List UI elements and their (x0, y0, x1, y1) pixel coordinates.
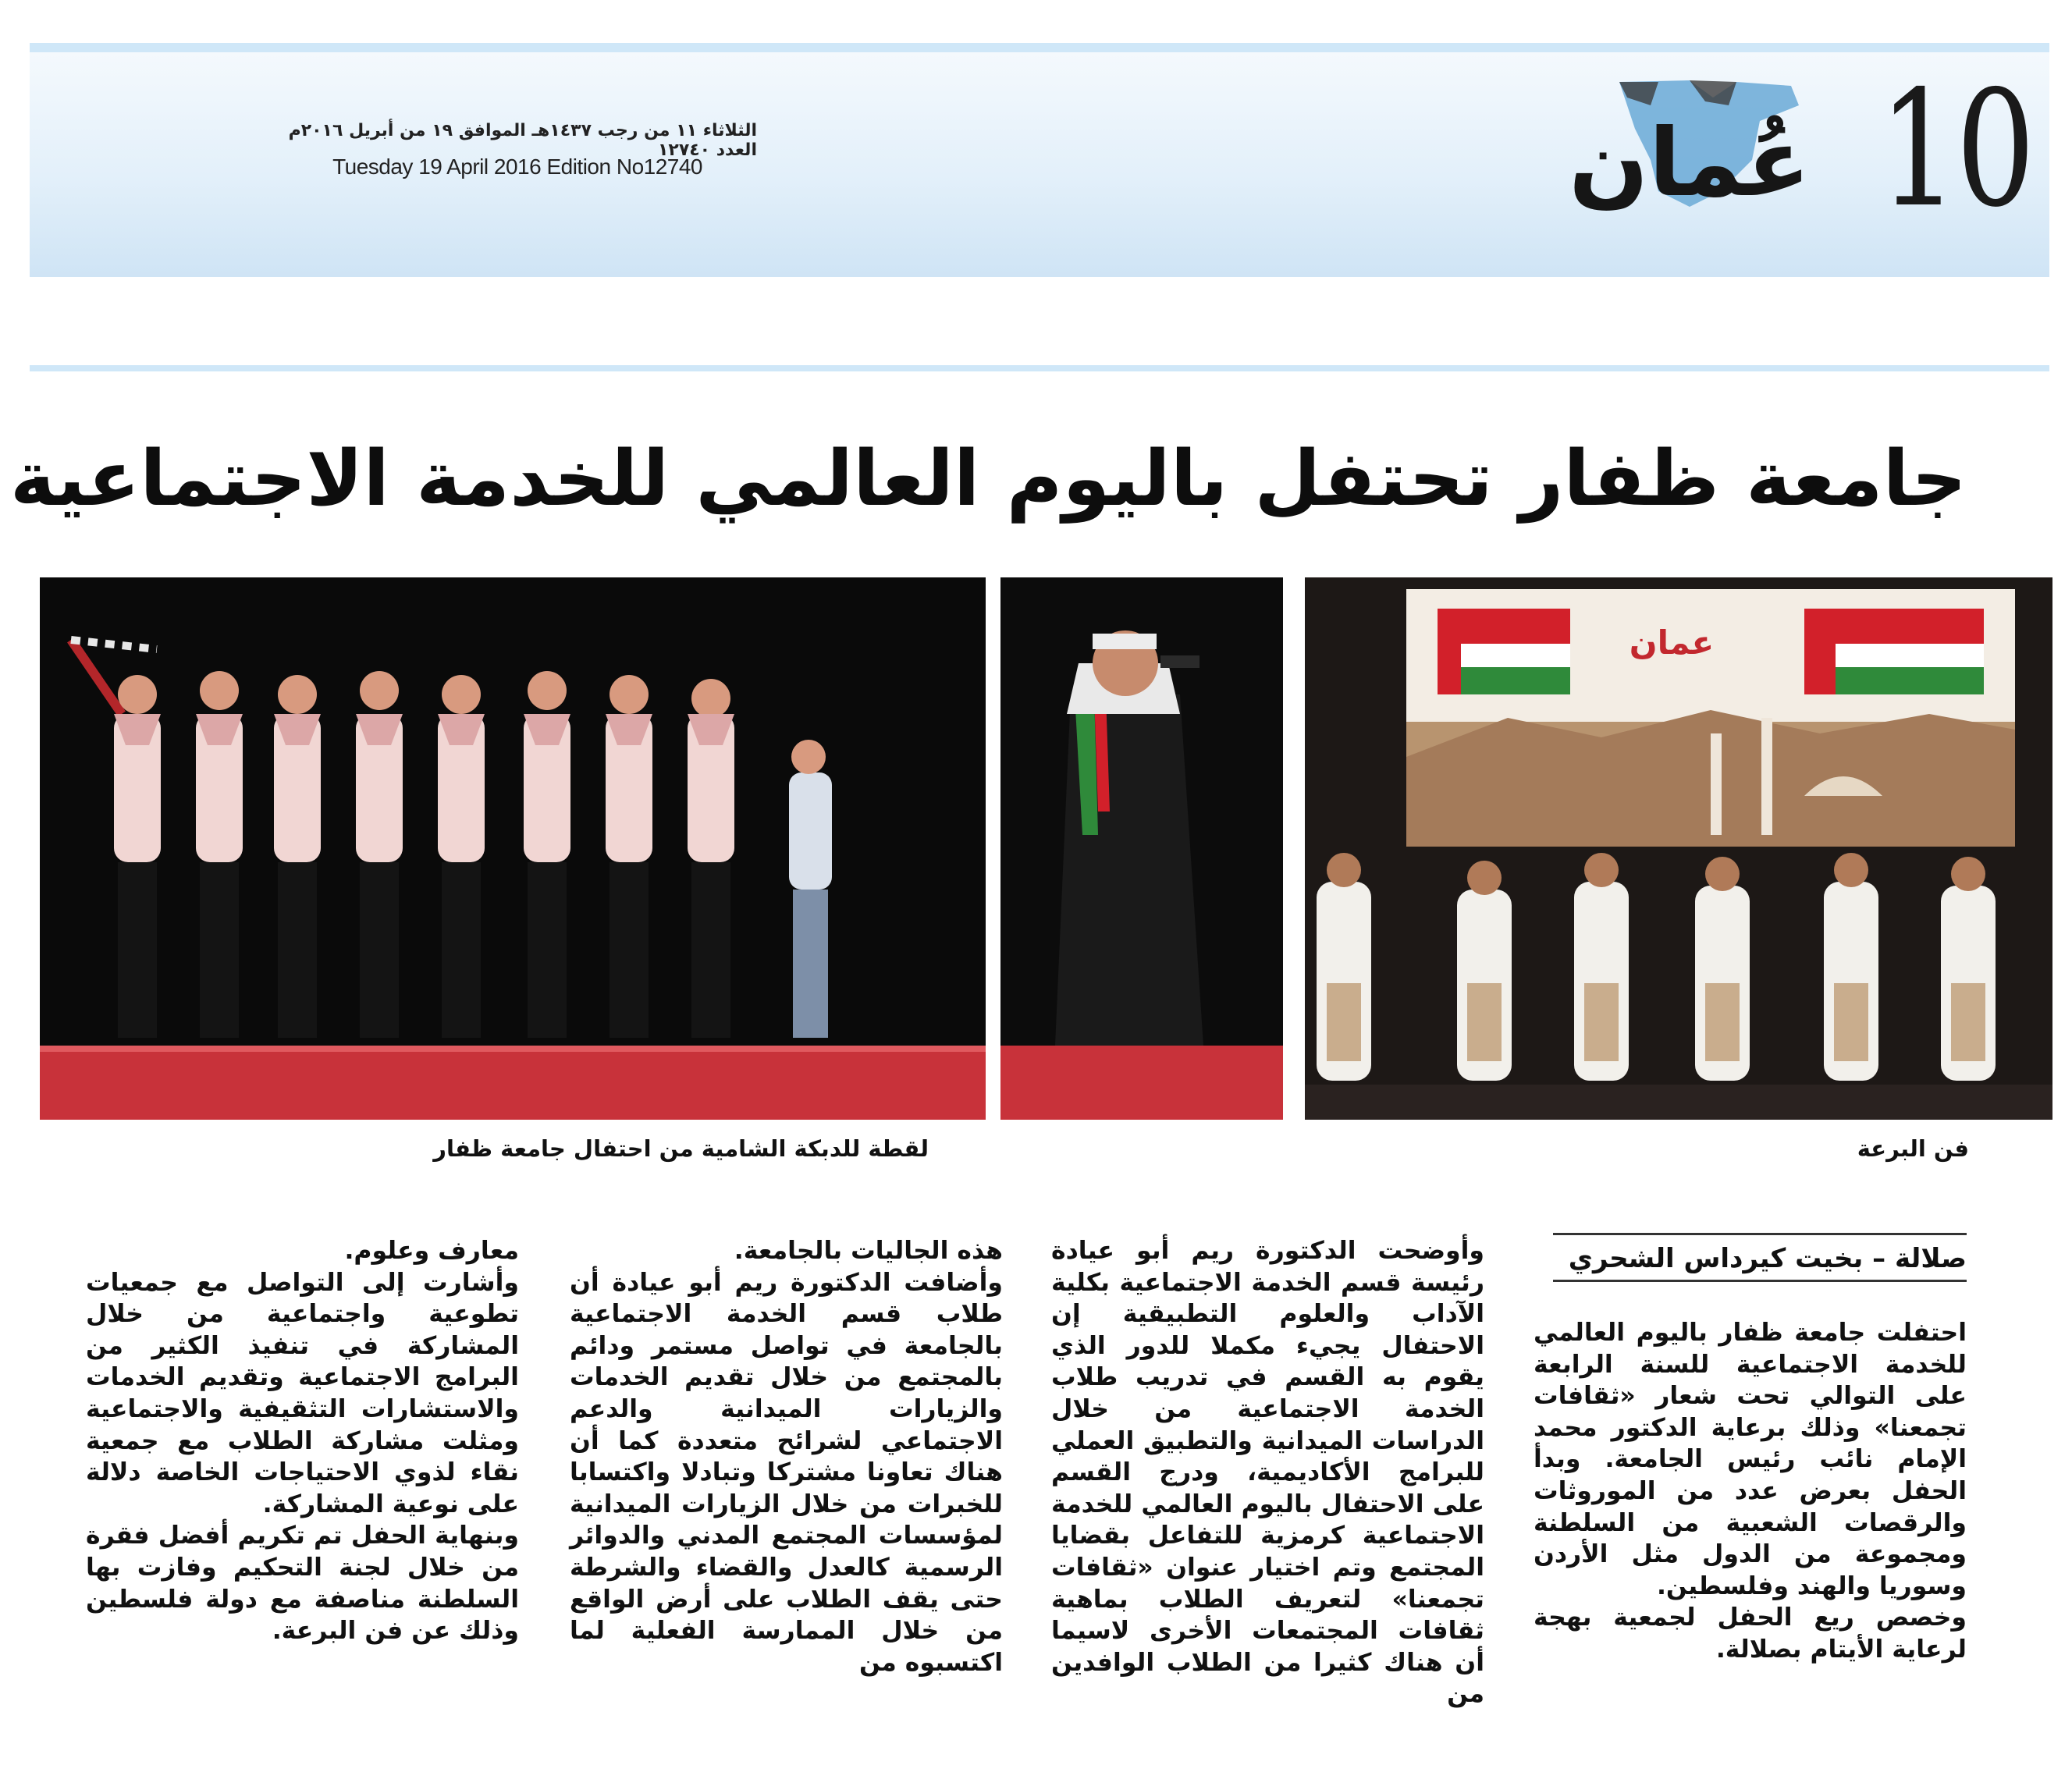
page-number: 10 (1878, 57, 2033, 243)
issue-date-arabic: الثلاثاء ١١ من رجب ١٤٣٧هـ الموافق ١٩ من أبريل ٢٠١٦م العدد ١٢٧٤٠ (288, 121, 757, 160)
dabke-illustration (40, 577, 986, 1120)
header-divider (30, 365, 2049, 371)
photo-dabke-dance (40, 577, 986, 1120)
paragraph: معارف وعلوم. (344, 1237, 519, 1265)
paragraph: وأشارت إلى التواصل مع جمعيات تطوعية واجتماعية من خلال المشاركة في تنفيذ الكثير من البرامج الاجتماعية وتقديم الخدمات والاستشارات التثقيفية والاجتماعية ومثلت مشاركة الطلاب مع جمعية نقاء لذوي الاحتياجات الخاصة دلالة على نوعية المشاركة. (86, 1268, 519, 1518)
article-column-2 (1051, 1235, 1484, 1710)
paragraph: هذه الجاليات بالجامعة. (734, 1237, 1003, 1265)
paragraph: وبنهاية الحفل تم تكريم أفضل فقرة من خلال لجنة التحكيم وفازت بها السلطنة مناصفة مع دولة فلسطين وذلك عن فن البرعة. (86, 1522, 519, 1646)
bara-illustration (1305, 577, 2052, 1120)
article-byline: صلالة – بخيت كيرداس الشحري (1553, 1233, 1967, 1282)
photo-bara-dance (1305, 577, 2052, 1120)
article-column-3 (570, 1235, 1003, 1678)
masthead-title: عُمان (1569, 109, 1811, 218)
caption-dabke: لقطة للدبكة الشامية من احتفال جامعة ظفار (433, 1135, 929, 1162)
article-column-4 (86, 1235, 519, 1647)
caption-bara: فن البرعة (1857, 1135, 1969, 1162)
article-headline: جامعة ظفار تحتفل باليوم العالمي للخدمة الاجتماعية (9, 435, 1967, 524)
photo-singer (1000, 577, 1283, 1120)
singer-illustration (1000, 577, 1283, 1120)
article-column-1 (1534, 1317, 1967, 1666)
issue-date-english: Tuesday 19 April 2016 Edition No12740 (332, 154, 702, 179)
paragraph: وأوضحت الدكتورة ريم أبو عيادة رئيسة قسم الخدمة الاجتماعية بكلية الآداب والعلوم التطبيقية إن الاحتفال يجيء مكملا للدور الذي يقوم به القسم في تدريب طلاب الخدمة الاجتماعية من خلال الدراسات الميدانية والتطبيق العملي للبرامج الأكاديمية، ودرج القسم على الاحتفال باليوم العالمي للخدمة الاجتماعية كرمزية للتفاعل بقضايا المجتمع وتم اختيار عنوان «ثقافات تجمعنا» لتعريف الطلاب بماهية ثقافات المجتمعات الأخرى لاسيما أن هناك كثيرا من الطلاب الوافدين من (1051, 1237, 1484, 1709)
paragraph: وأضافت الدكتورة ريم أبو عيادة أن طلاب قسم الخدمة الاجتماعية بالجامعة في تواصل مستمر ودائم بالمجتمع من خلال تقديم الخدمات والزيارات الميدانية والدعم الاجتماعي لشرائح متعددة كما أن هناك تعاونا مشتركا وتبادلا واكتسابا للخبرات من خلال الزيارات الميدانية لمؤسسات المجتمع المدني والدوائر الرسمية كالعدل والقضاء والشرطة حتى يقف الطلاب على أرض الواقع من خلال الممارسة الفعلية لما اكتسبوه من (570, 1268, 1003, 1677)
screen-oman-label: عمان (1629, 623, 1715, 662)
paragraph: احتفلت جامعة ظفار باليوم العالمي للخدمة الاجتماعية للسنة الرابعة على التوالي تحت شعار «ثقافات تجمعنا» وذلك برعاية الدكتور محمد الإمام نائب رئيس الجامعة. وبدأ الحفل بعرض عدد من الموروثات والرقصات الشعبية من السلطنة ومجموعة من الدول مثل الأردن وسوريا والهند وفلسطين. (1534, 1319, 1967, 1600)
paragraph: وخصص ريع الحفل لجمعية بهجة لرعاية الأيتام بصلالة. (1534, 1603, 1967, 1664)
